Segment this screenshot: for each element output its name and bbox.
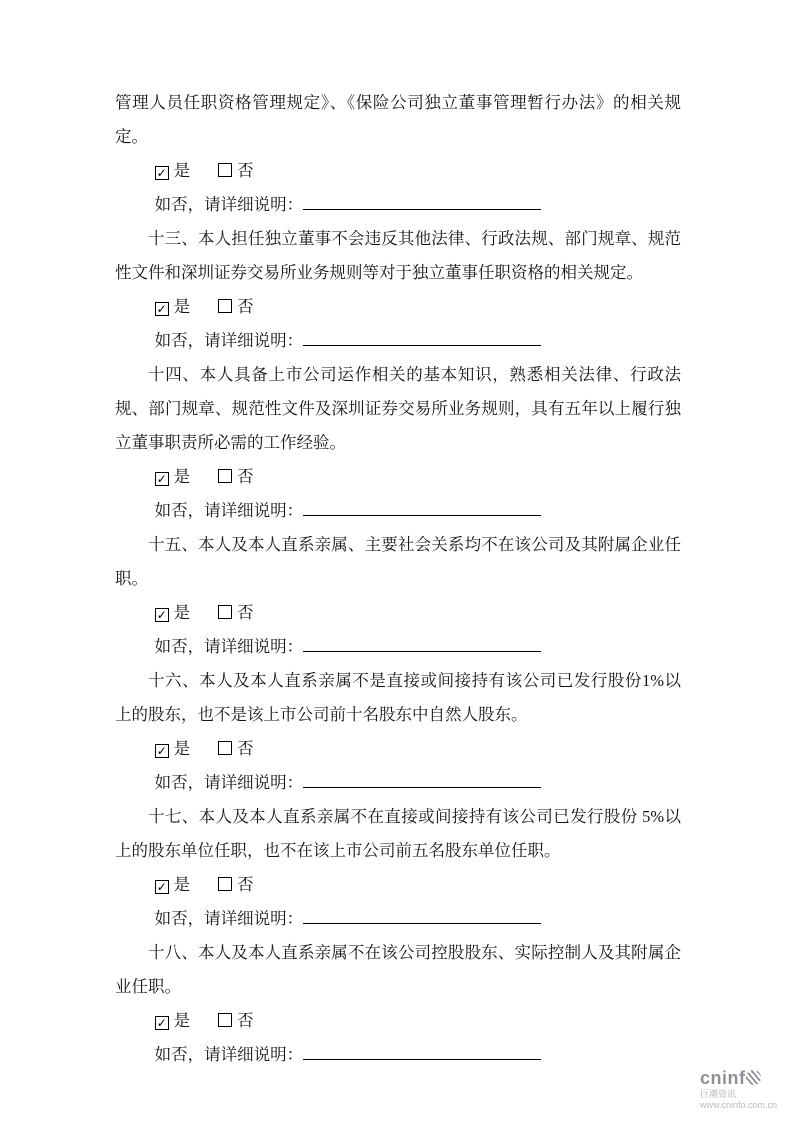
unchecked-checkbox-icon [218,1013,232,1027]
explanation-line [115,494,681,528]
if-no-prompt: 如否，请详细说明： [154,773,304,792]
if-no-prompt: 如否，请详细说明： [154,637,304,656]
no-label: 否 [237,1011,254,1030]
explanation-blank [303,1046,541,1060]
explanation-blank [303,196,541,210]
yes-choice [155,739,191,758]
yes-choice [155,467,191,486]
item-paragraph-14: 十四、本人具备上市公司运作相关的基本知识，熟悉相关法律、行政法规、部门规章、规范性文件及深圳证券交易所业务规则，具有五年以上履行独立董事职责所必需的工作经验。 [115,365,681,452]
no-choice [218,739,254,758]
no-choice [218,875,254,894]
unchecked-checkbox-icon [218,605,232,619]
item-paragraph-13: 十三、本人担任独立董事不会违反其他法律、行政法规、部门规章、规范性文件和深圳证券交易所业务规则等对于独立董事任职资格的相关规定。 [115,229,681,282]
explanation-line [115,1038,681,1072]
checked-checkbox-icon [155,744,169,758]
cninfo-swirl-icon [746,1070,761,1085]
answer-block [115,596,681,664]
checked-checkbox-icon [155,166,169,180]
unchecked-checkbox-icon [218,163,232,177]
unchecked-checkbox-icon [218,469,232,483]
no-label: 否 [237,161,254,180]
check-mark-icon: ✓ [156,1016,167,1030]
if-no-prompt: 如否，请详细说明： [154,1045,304,1064]
yes-choice [155,875,191,894]
checked-checkbox-icon [155,1016,169,1030]
cninfo-logo [700,1069,777,1112]
if-no-prompt: 如否，请详细说明： [154,909,304,928]
checked-checkbox-icon [155,608,169,622]
no-choice [218,467,254,486]
checkbox-line [115,868,681,902]
explanation-line [115,324,681,358]
no-label: 否 [237,739,254,758]
answer-block [115,290,681,358]
answer-block [115,460,681,528]
document-content [115,86,681,1072]
check-mark-icon: ✓ [156,472,167,486]
explanation-line [115,766,681,800]
item-paragraph-15: 十五、本人及本人直系亲属、主要社会关系均不在该公司及其附属企业任职。 [115,535,681,588]
continuation-paragraph: 管理人员任职资格管理规定》、《保险公司独立董事管理暂行办法》的相关规定。 [115,93,681,146]
explanation-blank [303,638,541,652]
yes-label: 是 [173,161,191,180]
cninfo-logo-row [700,1069,777,1087]
answer-block [115,868,681,936]
yes-label: 是 [173,875,191,894]
yes-choice [155,161,191,180]
yes-label: 是 [173,1011,191,1030]
cninfo-logo-text: cninf [699,1067,746,1088]
yes-label: 是 [173,297,191,316]
yes-choice [155,297,191,316]
checked-checkbox-icon [155,880,169,894]
yes-label: 是 [173,467,191,486]
no-label: 否 [237,875,254,894]
check-mark-icon: ✓ [156,880,167,894]
unchecked-checkbox-icon [218,877,232,891]
yes-label: 是 [173,739,191,758]
check-mark-icon: ✓ [156,608,167,622]
checked-checkbox-icon [155,302,169,316]
unchecked-checkbox-icon [218,299,232,313]
no-label: 否 [237,297,254,316]
item-paragraph-17: 十七、本人及本人直系亲属不在直接或间接持有该公司已发行股份 5%以上的股东单位任职，也不在该上市公司前五名股东单位任职。 [115,807,681,860]
explanation-line [115,630,681,664]
check-mark-icon: ✓ [156,166,167,180]
explanation-blank [303,332,541,346]
check-mark-icon: ✓ [156,302,167,316]
checkbox-line [115,1004,681,1038]
yes-label: 是 [173,603,191,622]
no-choice [218,297,254,316]
no-label: 否 [237,603,254,622]
explanation-line [115,188,681,222]
if-no-prompt: 如否，请详细说明： [154,501,304,520]
if-no-prompt: 如否，请详细说明： [154,331,304,350]
explanation-blank [303,502,541,516]
checkbox-line [115,732,681,766]
no-choice [218,1011,254,1030]
yes-choice [155,1011,191,1030]
explanation-blank [303,910,541,924]
checkbox-line [115,290,681,324]
unchecked-checkbox-icon [218,741,232,755]
brand-name: 巨潮资讯 [699,1088,736,1099]
no-choice [218,161,254,180]
no-choice [218,603,254,622]
checkbox-line [115,460,681,494]
no-label: 否 [237,467,254,486]
answer-block [115,732,681,800]
answer-block [115,1004,681,1072]
checkbox-line [115,596,681,630]
item-paragraph-16: 十六、本人及本人直系亲属不是直接或间接持有该公司已发行股份1%以上的股东，也不是该上市公司前十名股东中自然人股东。 [115,671,681,724]
checkbox-line [115,154,681,188]
brand-url: www.cninfo.com.cn [699,1100,777,1111]
answer-block [115,154,681,222]
explanation-blank [303,774,541,788]
checked-checkbox-icon [155,472,169,486]
check-mark-icon: ✓ [156,744,167,758]
if-no-prompt: 如否，请详细说明： [154,195,304,214]
explanation-line [115,902,681,936]
yes-choice [155,603,191,622]
item-paragraph-18: 十八、本人及本人直系亲属不在该公司控股股东、实际控制人及其附属企业任职。 [115,943,681,996]
